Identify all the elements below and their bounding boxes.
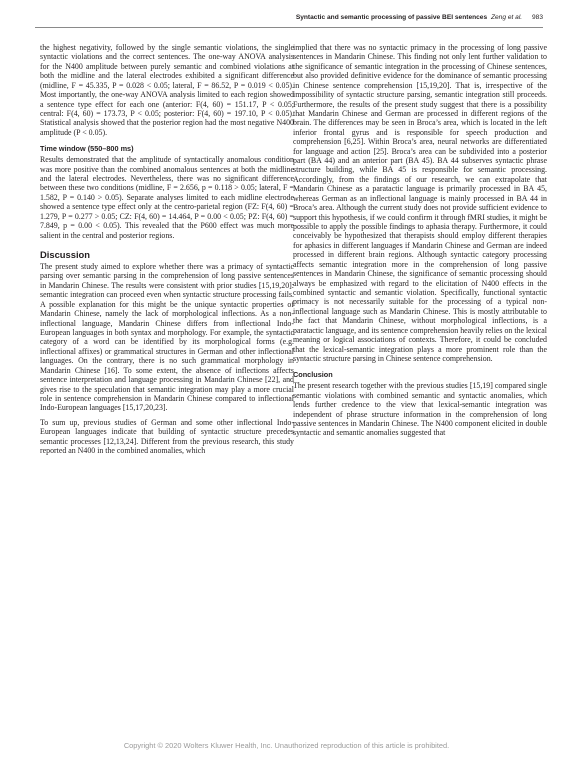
- discussion-heading: Discussion: [40, 249, 91, 261]
- paragraph-n400-results: the highest negativity, followed by the single semantic violations, the single syntactic violations and the correct sentences. The one-way ANOVA analysis for the N400 amplitude between purely semantic and combined violations at both the midline and the lateral electrodes exhibited a significant difference (midline, F = 45.335, P = 0.028 < 0.05; lateral, F = 86.52, P = 0.019 < 0.05). Most importantly, the one-way ANOVA analysis limited to each region showed a sentence type effect for each one (anterior: F(4, 60) = 151.17, P < 0.05; central: F(4, 60) = 173.73, P < 0.05; posterior: F(4, 60) = 197.10, P < 0.05). Statistical analysis showed that the posterior region had the most negative N400 amplitude (P < 0.05).: [40, 43, 294, 137]
- paragraph-conclusion: The present research together with the previous studies [15,19] compared single semantic violations with combined semantic and syntactic anomalies, which lends further credence to the view that lexical-semantic integration was independent of phrase structure information in the comprehension of long passive sentences in Mandarin Chinese. The N400 component elicited in double syntactic and semantic anomalies suggested that: [293, 381, 547, 438]
- paragraph-discussion-3: implied that there was no syntactic primacy in the processing of long passive sentences in Mandarin Chinese. This finding not only lent further validation to the significance of semantic integration in the processing of Chinese sentences, but also provided definitive evidence for the dominance of semantic processing in Chinese sentence comprehension [15,19,20]. That is, irrespective of the impossibility of syntactic structure parsing, semantic integration still proceeds. Furthermore, the results of the present study suggest that there is a possibility that Mandarin Chinese and German are processed in different regions of the brain. The differences may be seen in Broca’s area, which is located in the left inferior frontal gyrus and is responsible for speech production and comprehension [6,25]. Within Broca’s area, neural networks are differentiated for language and action [25]. Broca’s area can be subdivided into a posterior part (BA 44) and an anterior part (BA 45). BA 44 subserves syntactic phrase structure building, while BA 45 is responsible for semantic processing. Accordingly, from the findings of our research, we can extrapolate that Mandarin Chinese as a paratactic language is primarily processed in BA 45, whereas German as an inflectional language is mainly processed in BA 44 in Broca’s area. Although the current study does not provide sufficient evidence to support this hypothesis, if we could confirm it through fMRI studies, it might be possible to apply the possible findings to aphasia therapy. Furthermore, it could conceivably be hypothesized that therapists should employ different therapies for aphasics in different languages if Mandarin Chinese and German are indeed processed in different brain regions. Although syntactic category processing affects semantic integration more in the comprehension of long passive sentences in Mandarin Chinese, the significance of semantic processing should always be emphasized with regard to the elicitation of N400 effects in the combined syntactic and semantic violation. Specifically, functional syntactic primacy is not necessarily suitable for the processing of a typical non-inflectional language such as Mandarin Chinese. This is mostly attributable to the fact that Mandarin Chinese, without morphological inflections, is a paratactic language, and its sentence comprehension heavily relies on the lexical meaning or logical associations of contexts. Therefore, it could be concluded that the lexical-semantic integration plays a more prominent role than the syntactic structure parsing in Chinese sentence comprehension.: [293, 43, 547, 363]
- header-rule: [35, 27, 543, 28]
- paragraph-discussion-1: The present study aimed to explore whether there was a primacy of syntactic parsing over semantic parsing in the comprehension of long passive sentences in Mandarin Chinese. The results were consistent with prior studies [15,19,20]: semantic integration can proceed even when syntactic structure processing fails. A possible explanation for this might be the unique syntactic properties of Mandarin Chinese, namely the lack of morphological inflections. As a non-inflectional language, Mandarin Chinese differs from inflectional Indo-European languages in both syntax and morphology. For example, the syntactic category of a word can be identified by its morphological forms (e.g. inflectional affixes) or grammatical structures in German and other inflectional languages. On the contrary, there is no such grammatical morphology in Mandarin Chinese [16]. To some extent, the absence of inflections affects sentence interpretation and language processing in Mandarin Chinese [22], and gives rise to the speculation that semantic integration may play a more crucial role in sentence comprehension in Mandarin Chinese compared to inflectional Indo-European languages [15,17,20,23].: [40, 262, 294, 413]
- running-header: [296, 14, 543, 21]
- running-authors: Zeng et al.: [490, 14, 523, 21]
- page-number: 983: [531, 14, 543, 21]
- right-column: [293, 43, 547, 438]
- running-title: Syntactic and semantic processing of passive BEI sentences: [295, 14, 488, 21]
- copyright-notice: Copyright © 2020 Wolters Kluwer Health, Inc. Unauthorized reproduction of this article is prohibited.: [123, 741, 450, 750]
- subheading-time-window: Time window (550–800 ms): [40, 144, 134, 154]
- paragraph-p600-results: Results demonstrated that the amplitude of syntactically anomalous condition was more positive than the combined anomalous sentences at both the midline and the lateral electrodes. Nevertheless, there was no significant difference between these two conditions (midline, F = 2.656, p = 0.118 > 0.05; lateral, F = 1.582, P = 0.140 > 0.05). Separate analyses limited to each midline electrode showed a sentence type effect only at the centro-parietal region (FZ: F(4, 60) = 1.279, P = 0.277 > 0.05; CZ: F(4, 60) = 14.464, P = 0.00 < 0.05; PZ: F(4, 60) = 7.849, p = 0.00 < 0.05). This revealed that the P600 effect was much more salient in the central and posterior regions.: [40, 155, 294, 240]
- paragraph-discussion-2: To sum up, previous studies of German and some other inflectional Indo-European languages indicate that building of syntactic structure precedes semantic processes [12,13,24]. Different from the previous research, this study reported an N400 in the combined anomalies, which: [40, 417, 294, 456]
- left-column: [40, 43, 294, 455]
- conclusion-heading: Conclusion: [293, 370, 333, 380]
